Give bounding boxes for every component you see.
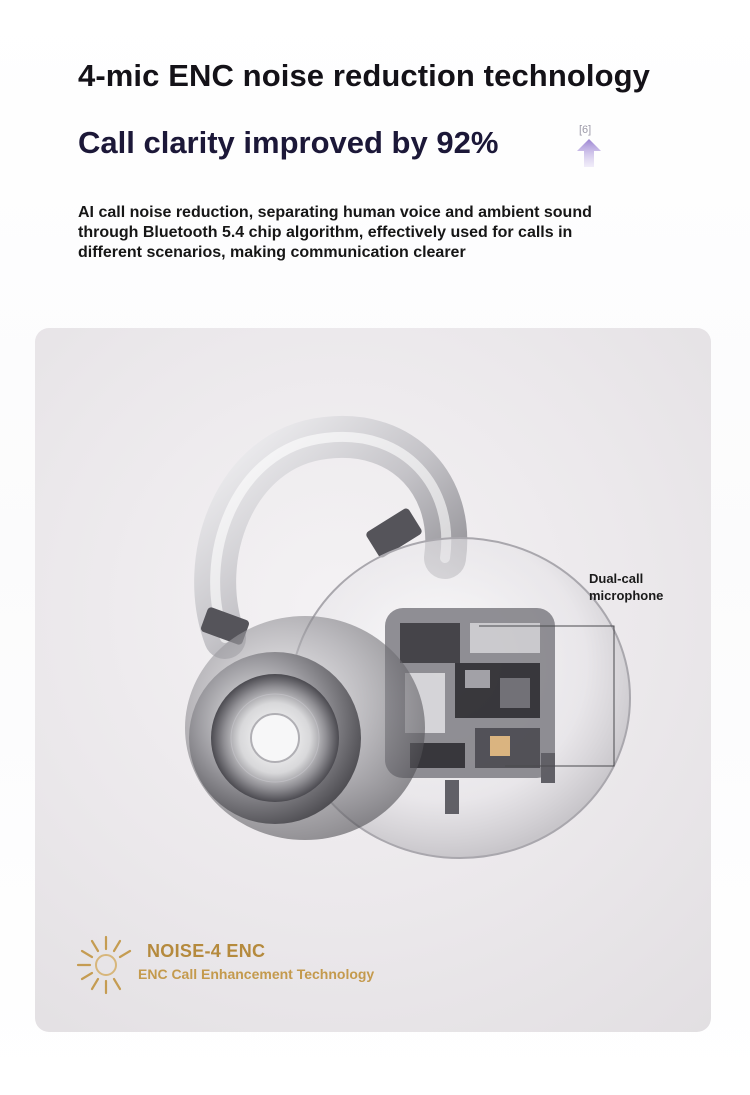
badge-title: NOISE-4 ENC	[147, 941, 266, 961]
product-image-card	[35, 328, 711, 1032]
badge-subtitle: ENC Call Enhancement Technology	[138, 966, 375, 982]
side-disclaimer-text	[730, 570, 744, 850]
up-arrow-icon	[576, 138, 602, 168]
page-title: 4-mic ENC noise reduction technology	[78, 58, 651, 93]
reference-marker	[576, 124, 602, 172]
sound-wave-sun-icon	[75, 934, 137, 996]
earbud-cutaway-image	[155, 408, 655, 878]
clarity-headline: Call clarity improved by 92%	[78, 125, 499, 160]
microphone-callout-label: Dual-call microphone	[589, 571, 664, 603]
enc-badge	[75, 930, 405, 1000]
reference-number: [6]	[579, 124, 592, 136]
feature-description: AI call noise reduction, separating human voice and ambient sound through Bluetooth 5.4 chip algorithm, effectively used for calls in different scenarios, making communication clearer	[78, 204, 592, 261]
